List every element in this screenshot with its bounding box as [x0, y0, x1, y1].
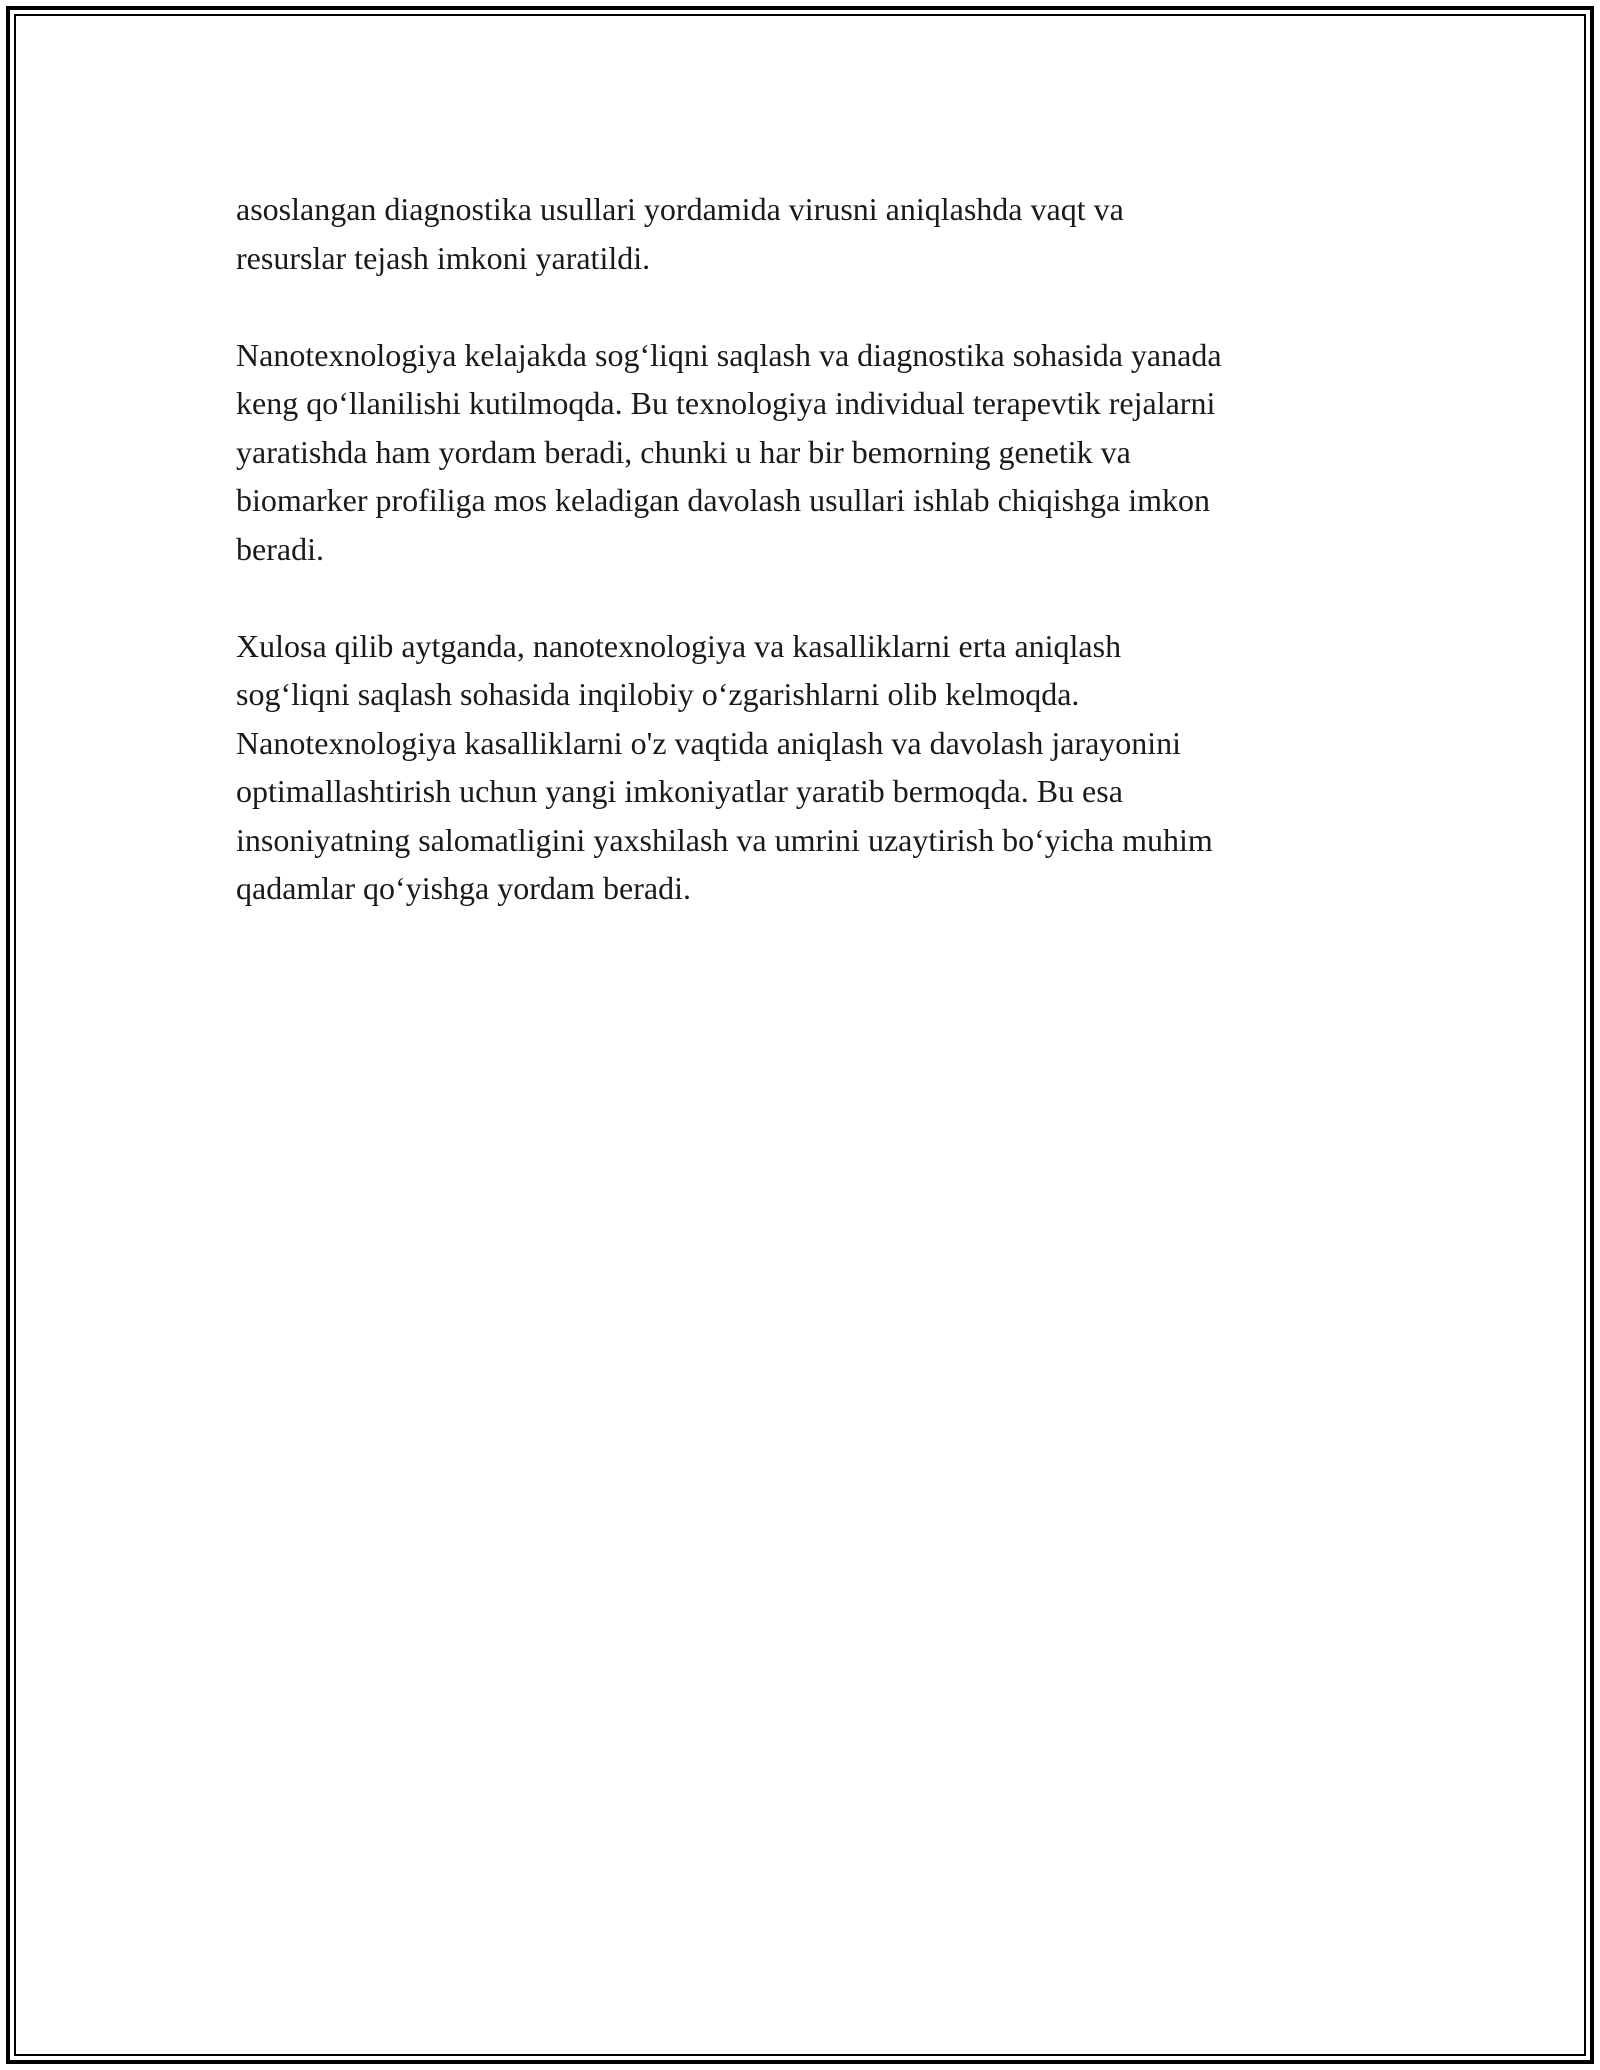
document-body — [236, 185, 1386, 961]
text-line: yaratishda ham yordam beradi, chunki u har bir bemorning genetik va — [236, 433, 1131, 470]
paragraph-2 — [236, 331, 1386, 574]
paragraph-1 — [236, 185, 1386, 282]
text-line: Nanotexnologiya kelajakda sog‘liqni saqlash va diagnostika sohasida yanada — [236, 336, 1222, 373]
paragraph-3 — [236, 622, 1386, 913]
text-line: optimallashtirish uchun yangi imkoniyatlar yaratib bermoqda. Bu esa — [236, 773, 1123, 809]
text-line: asoslangan diagnostika usullari yordamida virusni aniqlashda vaqt va — [236, 191, 1124, 227]
text-line: Xulosa qilib aytganda, nanotexnologiya va kasalliklarni erta aniqlash — [236, 627, 1122, 664]
text-line: keng qo‘llanilishi kutilmoqda. Bu texnologiya individual terapevtik rejalarni — [236, 385, 1216, 421]
text-line: insoniyatning salomatligini yaxshilash va umrini uzaytirish bo‘yicha muhim — [236, 821, 1213, 858]
text-line: beradi. — [236, 530, 324, 567]
text-line: Nanotexnologiya kasalliklarni o'z vaqtida aniqlash va davolash jarayonini — [236, 724, 1182, 761]
text-line: biomarker profiliga mos keladigan davolash usullari ishlab chiqishga imkon — [236, 482, 1211, 518]
text-line: resurslar tejash imkoni yaratildi. — [236, 239, 651, 276]
text-line: sog‘liqni saqlash sohasida inqilobiy o‘zgarishlarni olib kelmoqda. — [236, 676, 1080, 712]
text-line: qadamlar qo‘yishga yordam beradi. — [236, 870, 691, 906]
